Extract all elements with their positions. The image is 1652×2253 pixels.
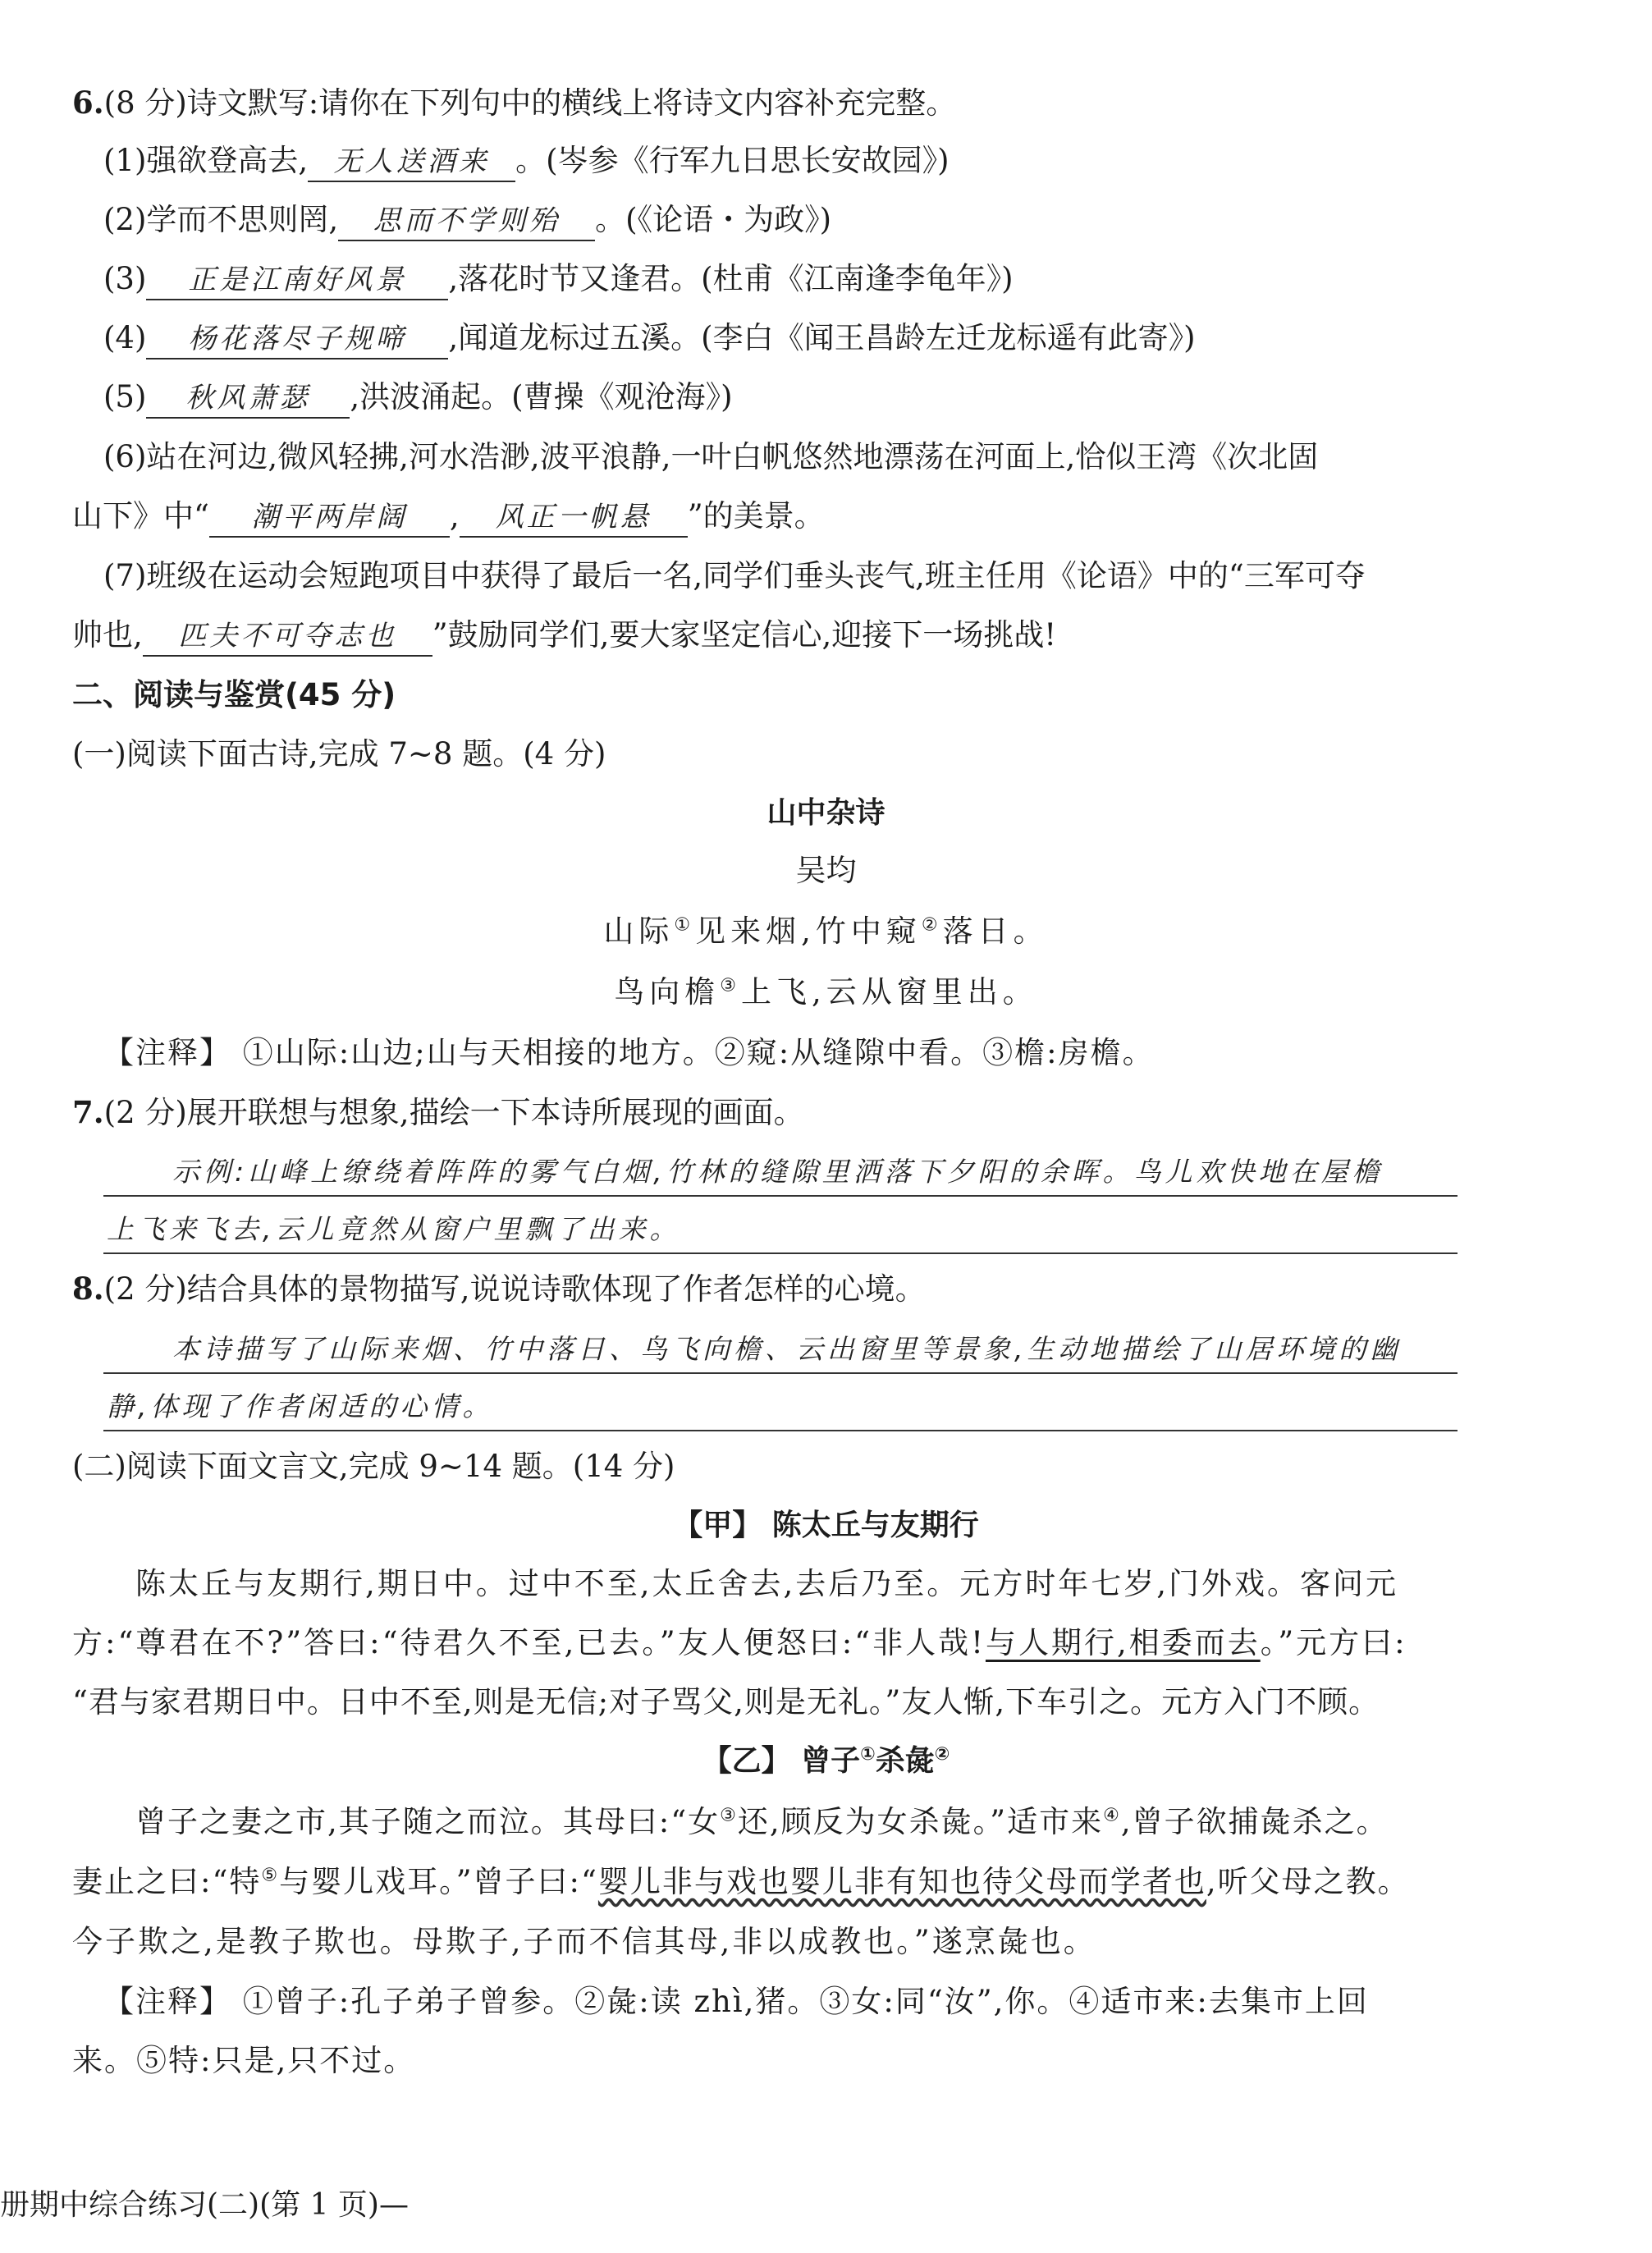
poem-notes: 【注释】 ①山际:山边;山与天相接的地方。②窥:从缝隙中看。③檐:房檐。 (103, 1035, 1155, 1070)
q6-number: 6. (72, 85, 104, 121)
q6-item-4 (103, 318, 1196, 359)
q6-stem (72, 82, 956, 124)
q6-item-3-answer: 正是江南好风景 (146, 261, 448, 300)
q6-item-6-answer-2: 风正一帆悬 (460, 498, 688, 538)
q6-item-3-suffix: ,落花时节又逢君。(杜甫《江南逢李龟年》) (448, 261, 1014, 296)
yi-wavy-sentence: 婴儿非与戏也婴儿非有知也待父母而学者也 (597, 1864, 1206, 1899)
q7-stem (72, 1092, 804, 1133)
poem-line-1-b: 见来烟,竹中窥 (695, 914, 922, 949)
section-2-heading: 二、阅读与鉴赏(45 分) (72, 677, 396, 712)
yi-line-2-b: 与婴儿戏耳。”曾子曰:“ (279, 1864, 598, 1899)
poem-line-1-a: 山际 (603, 914, 675, 949)
yi-line-2 (72, 1861, 1410, 1903)
q6-item-6-line-1: (6)站在河边,微风轻拂,河水浩渺,波平浪静,一叶白帆悠然地漂荡在河面上,恰似王湾《次北固 (103, 439, 1319, 474)
q8-stem-text: (2 分)结合具体的景物描写,说说诗歌体现了作者怎样的心境。 (103, 1271, 926, 1307)
q6-item-1-suffix: 。(岑参《行军九日思长安故园》) (515, 143, 950, 178)
q8-answer-rule-1 (103, 1372, 1458, 1374)
q6-item-4-prefix: (4) (103, 320, 147, 355)
q6-item-7-prefix: 帅也, (72, 617, 143, 653)
jia-underlined-sentence: 与人期行,相委而去 (985, 1625, 1261, 1660)
yi-line-1-b: 还,顾反为女杀彘。”适市来 (737, 1804, 1104, 1839)
poem-line-1-c: 落日。 (942, 914, 1049, 949)
q6-item-6-answer-1: 潮平两岸阔 (209, 498, 450, 538)
q6-item-6-suffix: ”的美景。 (687, 498, 825, 533)
q6-item-5-answer: 秋风萧瑟 (146, 379, 350, 419)
q6-item-7-suffix: ”鼓励同学们,要大家坚定信心,迎接下一场挑战! (432, 617, 1057, 653)
yi-line-1-c: ,曾子欲捕彘杀之。 (1120, 1804, 1389, 1839)
q7-answer-rule-2 (103, 1252, 1458, 1254)
q7-number: 7. (72, 1094, 104, 1130)
poem-line-2-a: 鸟向檐 (614, 974, 721, 1010)
yi-title (0, 1741, 1652, 1782)
yi-line-3: 今子欺之,是教子欺也。母欺子,子而不信其母,非以成教也。”遂烹彘也。 (72, 1924, 1096, 1959)
q6-item-6-line-2 (72, 496, 825, 538)
yi-title-mark-1: ① (860, 1744, 876, 1765)
q6-item-4-suffix: ,闻道龙标过五溪。(李白《闻王昌龄左迁龙标遥有此寄》) (448, 320, 1196, 355)
q6-item-4-answer: 杨花落尽子规啼 (146, 320, 448, 359)
q6-item-5-suffix: ,洪波涌起。(曹操《观沧海》) (350, 379, 733, 414)
q8-answer-rule-2 (103, 1430, 1458, 1431)
q6-item-5 (103, 377, 733, 419)
q6-item-1-answer: 无人送酒来 (308, 143, 515, 182)
jia-line-3: “君与家君期日中。日中不至,则是无信;对子骂父,则是无礼。”友人惭,下车引之。元方入门不顾。 (72, 1684, 1380, 1720)
section-2-part-2: (二)阅读下面文言文,完成 9~14 题。(14 分) (72, 1449, 675, 1484)
q7-answer-line-1: 示例:山峰上缭绕着阵阵的雾气白烟,竹林的缝隙里洒落下夕阳的余晖。鸟儿欢快地在屋檐 (172, 1156, 1384, 1188)
yi-mark-3: ③ (720, 1805, 738, 1826)
q6-item-7-answer: 匹夫不可夺志也 (143, 617, 432, 657)
yi-title-mark-2: ② (934, 1744, 950, 1765)
q6-item-3-prefix: (3) (103, 261, 147, 296)
q6-item-2-answer: 思而不学则殆 (338, 202, 595, 241)
q7-stem-text: (2 分)展开联想与想象,描绘一下本诗所展现的画面。 (103, 1095, 804, 1130)
note-mark-2: ② (921, 914, 943, 936)
poem-line-2-b: 上飞,云从窗里出。 (740, 974, 1038, 1010)
q6-item-7-line-2 (72, 615, 1056, 657)
jia-line-1: 陈太丘与友期行,期日中。过中不至,太丘舍去,去后乃至。元方时年七岁,门外戏。客问元 (135, 1566, 1399, 1601)
q6-item-5-prefix: (5) (103, 379, 147, 414)
q6-item-6-prefix: 山下》中“ (72, 498, 209, 533)
yi-mark-5: ⑤ (261, 1865, 280, 1886)
yi-mark-4: ④ (1103, 1805, 1121, 1826)
jia-title: 【甲】 陈太丘与友期行 (673, 1509, 979, 1542)
page-footer: 册期中综合练习(二)(第 1 页)— (0, 2188, 409, 2222)
yi-line-2-a: 妻止之曰:“特 (72, 1864, 262, 1899)
yi-title-b: 杀彘 (875, 1744, 935, 1778)
q6-stem-text: (8 分)诗文默写:请你在下列句中的横线上将诗文内容补充完整。 (103, 85, 957, 121)
note-mark-3: ③ (720, 975, 741, 996)
q6-item-7-line-1: (7)班级在运动会短跑项目中获得了最后一名,同学们垂头丧气,班主任用《论语》中的“三军可夺 (103, 558, 1366, 593)
poem-title: 山中杂诗 (767, 796, 885, 830)
q6-item-1-prefix: (1)强欲登高去, (103, 143, 309, 178)
q7-answer-line-2: 上飞来飞去,云儿竟然从窗户里飘了出来。 (107, 1213, 681, 1245)
q6-item-6-comma: , (449, 498, 460, 533)
q6-item-2-suffix: 。(《论语・为政》) (595, 202, 832, 237)
q6-item-1 (103, 140, 950, 182)
section-2-part-1: (一)阅读下面古诗,完成 7~8 题。(4 分) (72, 736, 606, 772)
q6-item-2-prefix: (2)学而不思则罔, (103, 202, 339, 237)
q7-answer-rule-1 (103, 1195, 1458, 1197)
q6-item-2 (103, 199, 831, 241)
note-mark-1: ① (674, 914, 696, 936)
yi-title-a: 【乙】 曾子 (702, 1744, 861, 1778)
jia-line-2 (72, 1623, 1407, 1664)
q8-answer-line-2: 静,体现了作者闲适的心情。 (107, 1390, 494, 1422)
q6-item-3 (103, 259, 1014, 300)
yi-line-1 (135, 1802, 1389, 1843)
q8-number: 8. (72, 1271, 104, 1307)
q8-answer-line-1: 本诗描写了山际来烟、竹中落日、鸟飞向檐、云出窗里等景象,生动地描绘了山居环境的幽 (172, 1333, 1402, 1365)
yi-line-1-a: 曾子之妻之市,其子随之而泣。其母曰:“女 (135, 1804, 721, 1839)
q8-stem (72, 1268, 926, 1310)
poem-line-1 (0, 911, 1652, 952)
yi-line-2-c: ,听父母之教。 (1206, 1864, 1410, 1899)
yi-notes-line-2: 来。⑤特:只是,只不过。 (72, 2043, 416, 2078)
jia-line-2-b: 。”元方曰: (1260, 1625, 1407, 1660)
jia-line-2-a: 方:“尊君在不?”答曰:“待君久不至,已去。”友人便怒曰:“非人哉! (72, 1625, 986, 1660)
yi-notes-line-1: 【注释】 ①曾子:孔子弟子曾参。②彘:读 zhì,猪。③女:同“汝”,你。④适市来:去集市上回 (103, 1984, 1369, 2019)
poem-author: 吴均 (795, 853, 857, 888)
poem-line-2 (0, 972, 1652, 1013)
